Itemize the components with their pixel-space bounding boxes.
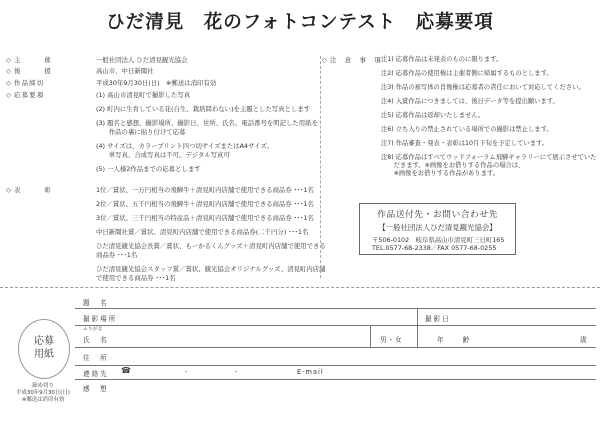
contact-address: 〒506-0102 岐阜県高山市清見町三日町165 [372, 236, 505, 244]
row-sponsor: ◇ 後 援 [6, 67, 52, 75]
note-5: 注5) 応募作品は返却いたしません。 [381, 112, 485, 119]
note-1: 注1) 応募作品は未発表のものに限ります。 [381, 56, 503, 63]
note-7: 注7) 作品審査・発表・表彰は10月下旬を予定しています。 [381, 140, 549, 147]
notes-heading: ◇ 注 意 事 項 [322, 56, 382, 64]
stamp-deadline3: ※郵送は消印有効 [21, 397, 65, 403]
form-row-impression [75, 379, 596, 417]
prize-5: ひだ清見観光協会長賞／賞状、もーかるくんグッズ＋清見町内店舗で使用できる [96, 242, 326, 250]
stamp-deadline2: 平成30年9月30日(日) [16, 390, 70, 396]
form-row-contact [75, 365, 596, 380]
row-prizes: ◇ 表 彰 [6, 186, 52, 194]
contact-box [359, 203, 516, 255]
title-label: 題 名 [83, 299, 109, 307]
note-2: 注2) 応募作品の使用権は主催者側に帰属するものとします。 [381, 70, 553, 77]
prize-4: 中日新聞社賞／賞状、清見町内店舗で使用できる商品券(二千円分) ･･･1名 [96, 228, 309, 236]
place-label: 撮影場所 [83, 315, 118, 323]
column-divider [320, 56, 321, 278]
phone-icon: ☎ [121, 366, 133, 375]
prize-1: 1位／賞状、一万円相当の飛騨牛＋清見町内店舗で使用できる商品券 ･･･1名 [96, 186, 314, 194]
age-unit: 歳 [580, 336, 589, 344]
furigana-label: ふりがな [83, 327, 103, 332]
prize-2: 2位／賞状、五千円相当の飛騨牛＋清見町内店舗で使用できる商品券 ･･･1名 [96, 200, 314, 208]
gender-label: 男・女 [380, 336, 403, 344]
contact-org: 【一般社団法人ひだ清見観光協会】 [378, 223, 497, 232]
stamp-line2: 用紙 [34, 349, 54, 360]
date-label: 撮影日 [425, 315, 451, 323]
note-4: 注4) 入賞作品につきましては、後日データ等を提出願います。 [381, 98, 559, 105]
requirement-4b: 単写真、合成写真は不可。デジタル写真可 [96, 151, 230, 159]
form-row-name [75, 325, 596, 348]
prize-3: 3位／賞状、三千円相当の特産品＋清見町内店舗で使用できる商品券 ･･･1名 [96, 214, 314, 222]
note-8c: ※画像をお借りする作品があります。 [381, 170, 500, 177]
form-row-title [75, 294, 596, 309]
requirement-3: (3) 題名と感想、撮影場所、撮影日、住所、氏名、電話番号を明記した用紙を [96, 119, 318, 127]
tel-sep2: - [235, 368, 240, 376]
name-label: 氏 名 [83, 336, 109, 344]
contact-heading: 作品送付先・お問い合わせ先 [377, 210, 498, 220]
deadline-value: 平成30年9月30日(日) ※郵送は消印有効 [96, 79, 217, 87]
tel-sep1: - [185, 368, 190, 376]
form-row-place [75, 308, 596, 326]
note-8b: だきます。※画像をお借りする作品の場合は、 [381, 162, 525, 169]
requirement-5: (5) 一人様2作品までの応募とします [96, 165, 201, 173]
requirement-4: (4) サイズは、カラープリント四つ切サイズまたはA4サイズ。 [96, 142, 274, 150]
cut-line [0, 287, 600, 288]
page-title: ひだ清見 花のフォトコンテスト 応募要項 [106, 12, 494, 33]
impression-label: 感 想 [83, 385, 109, 393]
application-stamp [18, 319, 70, 379]
note-8: 注8) 応募作品はすべてウッドフォーラム飛騨ギャラリーにて展示させていた [381, 154, 597, 161]
note-3: 注3) 作品の被写体の肖像権は応募者の責任において対応してください。 [381, 84, 585, 91]
contact-phone: TEL.0577-68-2338／FAX 0577-68-0255 [372, 244, 497, 253]
row-deadline: ◇ 作品締切 [6, 79, 45, 87]
stamp-deadline1: 締め切り [32, 383, 54, 389]
contact-label: 連絡先 [83, 370, 109, 378]
prize-6b: で使用できる商品券 ･･･1名 [96, 274, 176, 282]
form-row-address [75, 347, 596, 366]
note-6: 注6) 立ち入りの禁止されている場所での撮影は禁止します。 [381, 126, 553, 133]
age-label: 年 齢 [437, 336, 472, 344]
requirement-1: (1) 高山市清見町で撮影した写真 [96, 91, 191, 99]
organizer-value: 一般社団法人 ひだ清見観光協会 [96, 56, 188, 64]
requirement-2: (2) 町内に生育している花(自生、栽培問わない)を主題とした写真とします [96, 105, 311, 113]
address-label: 住 所 [83, 354, 109, 362]
stamp-line1: 応募 [34, 336, 54, 347]
row-requirements: ◇ 応募要項 [6, 91, 45, 99]
email-label: E-mail [297, 368, 324, 376]
sponsor-value: 高山市、中日新聞社 [96, 67, 154, 75]
prize-5b: 商品券 ･･･1名 [96, 251, 138, 259]
requirement-3b: 作品の裏に貼り付けて応募 [96, 128, 186, 136]
row-organizer: ◇ 主 催 [6, 56, 52, 64]
prize-6: ひだ清見観光協会スタッフ賞／賞状、観光協会オリジナルグッズ、清見町内店舗 [96, 265, 326, 273]
